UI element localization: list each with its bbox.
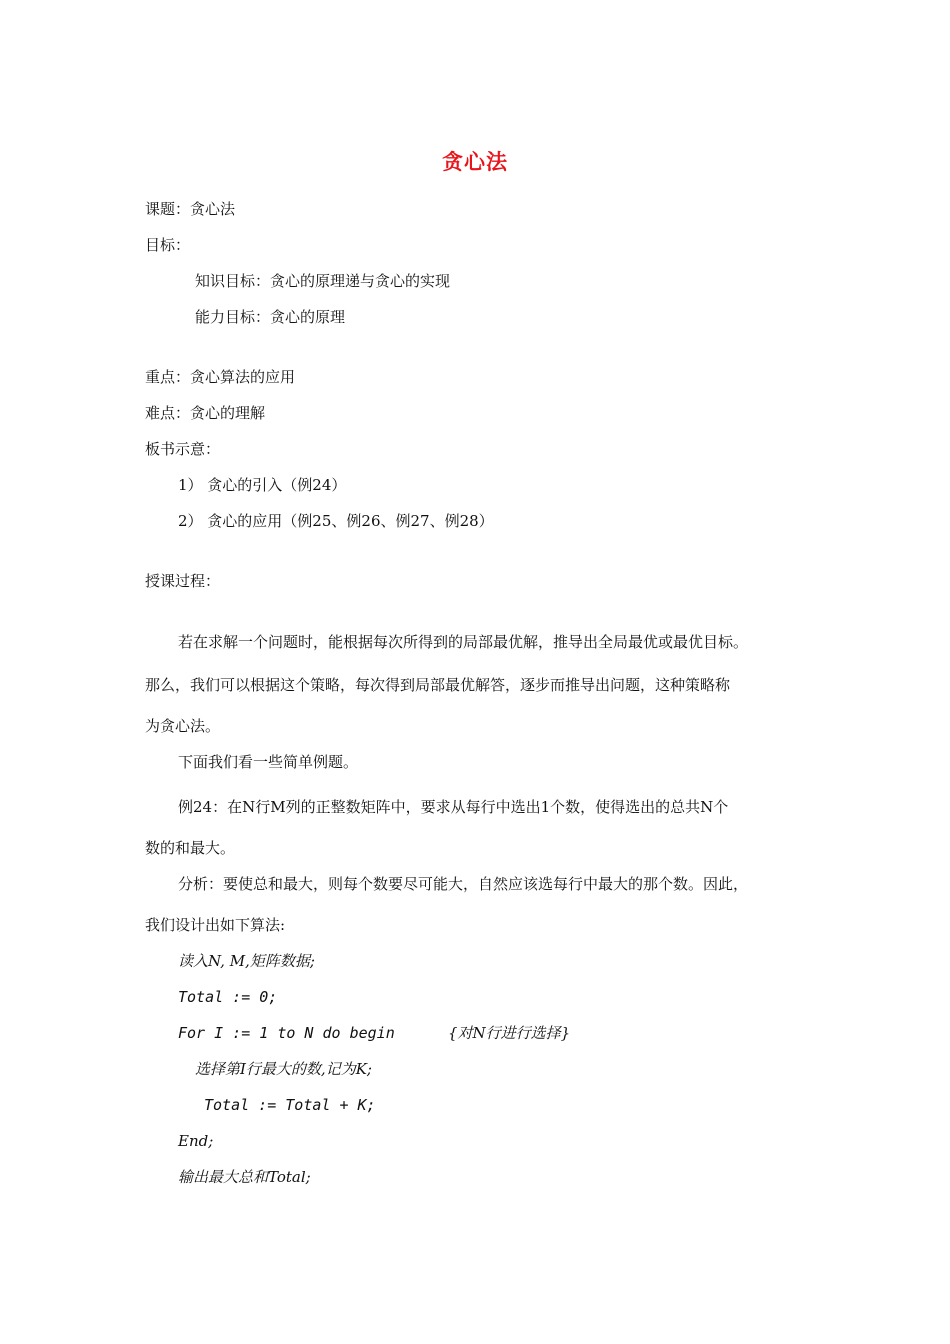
code-text: Total := Total + K; <box>204 1096 376 1114</box>
code-line-accumulate <box>204 1095 376 1115</box>
goals-label: 目标： <box>145 236 191 254</box>
difficulty: 难点：贪心的理解 <box>145 404 266 422</box>
board-item-2: 2） 贪心的应用（例25、例26、例27、例28） <box>178 512 494 530</box>
topic-line: 课题：贪心法 <box>145 200 236 218</box>
example-24-line-2: 数的和最大。 <box>145 839 236 857</box>
example-24-line-1: 例24：在N行M列的正整数矩阵中，要求从每行中选出1个数，使得选出的总共N个 <box>178 798 729 816</box>
paragraph-1-line-1: 若在求解一个问题时，能根据每次所得到的局部最优解，推导出全局最优或最优目标。 <box>178 633 749 651</box>
board-item-1: 1） 贪心的引入（例24） <box>178 476 347 494</box>
board-label: 板书示意： <box>145 440 221 458</box>
code-text: Total := 0; <box>178 988 278 1006</box>
paragraph-1-line-2: 那么，我们可以根据这个策略，每次得到局部最优解答，逐步而推导出问题，这种策略称 <box>145 676 731 694</box>
goal-knowledge: 知识目标：贪心的原理递与贪心的实现 <box>195 272 451 290</box>
process-label: 授课过程： <box>145 572 221 590</box>
analysis-line-1: 分析：要使总和最大，则每个数要尽可能大，自然应该选每行中最大的那个数。因此， <box>178 875 749 893</box>
code-line-total-init <box>178 987 277 1007</box>
key-point: 重点：贪心算法的应用 <box>145 368 296 386</box>
paragraph-2: 下面我们看一些简单例题。 <box>178 753 359 771</box>
page-title: 贪心法 <box>442 150 508 174</box>
code-line-end: End; <box>178 1132 214 1150</box>
code-line-for <box>178 1023 395 1043</box>
analysis-line-2: 我们设计出如下算法: <box>145 916 286 934</box>
code-comment-select: {对N行进行选择} <box>448 1024 571 1042</box>
code-line-select-max: 选择第I行最大的数,记为K; <box>195 1060 372 1078</box>
goal-ability: 能力目标：贪心的原理 <box>195 308 346 326</box>
code-line-read: 读入N, M,矩阵数据; <box>178 952 315 970</box>
code-line-output: 输出最大总和Total; <box>178 1168 311 1186</box>
code-text: For I := 1 to N do begin <box>178 1024 395 1042</box>
paragraph-1-line-3: 为贪心法。 <box>145 717 221 735</box>
